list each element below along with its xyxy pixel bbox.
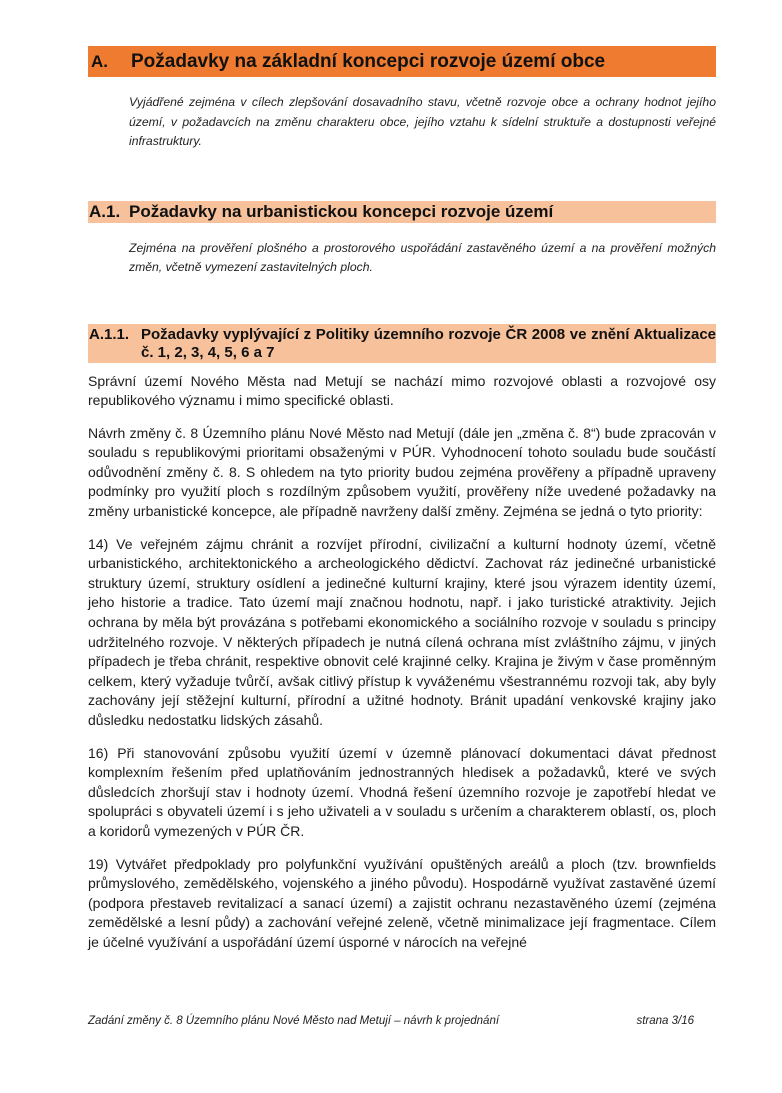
section-a-intro: Vyjádřené zejména v cílech zlepšování dosavadního stavu, včetně rozvoje obce a ochrany hodnot jejího území, v požadavcích na změnu charakteru obce, jejího vztahu k sídelní struktuře a dostupnosti veřejné infrastruktury. bbox=[129, 95, 716, 148]
section-a-heading bbox=[88, 46, 716, 77]
section-a1-intro: Zejména na prověření plošného a prostorového uspořádání zastavěného území a na prověření možných změn, včetně vymezení zastavitelných ploch. bbox=[129, 240, 716, 274]
paragraph-priority-14: 14) Ve veřejném zájmu chránit a rozvíjet přírodní, civilizační a kulturní hodnoty území, včetně urbanistického, architektonického a archeologického dědictví. Zachovat ráz jedinečné urbanistické struktury území, struktury osídlení a jedinečné kulturní krajiny, které jsou výrazem identity území, jeho historie a tradice. Tato území mají značnou hodnotu, např. i jako turistické atraktivity. Jejich ochrana by měla být provázána s potřebami ekonomického a sociálního rozvoje v souladu s principy udržitelného rozvoje. V některých případech je nutná cílená ochrana míst zvláštního zájmu, v jiných případech je třeba chránit, respektive obnovit celé krajinné celky. Krajina je živým v čase proměnným celkem, který vyžaduje tvůrčí, avšak citlivý přístup k vyváženému všestrannému rozvoji tak, aby byly zachovány její stěžejní kulturní, přírodní a užitné hodnoty. Bránit upadání venkovské krajiny jako důsledku nedostatku lidských zásahů. bbox=[88, 535, 716, 728]
section-a1-number: A.1. bbox=[89, 201, 121, 221]
footer-page-number: strana 3/16 bbox=[636, 1015, 694, 1027]
document-page bbox=[88, 46, 716, 953]
paragraph: Správní území Nového Města nad Metují se nachází mimo rozvojové oblasti a rozvojové osy republikového významu i mimo specifické oblasti. bbox=[88, 372, 716, 409]
page-footer bbox=[88, 1015, 716, 1027]
section-a11-heading bbox=[88, 324, 716, 363]
footer-document-title: Zadání změny č. 8 Územního plánu Nové Město nad Metují – návrh k projednání bbox=[88, 1015, 500, 1027]
paragraph: Návrh změny č. 8 Územního plánu Nové Město nad Metují (dále jen „změna č. 8“) bude zpracován v souladu s republikovými prioritami obsaženými v PÚR. Vyhodnocení tohoto souladu bude součástí odůvodnění změny č. 8. S ohledem na tyto priority budou zejména prověřeny a případně upraveny podmínky pro využití ploch s rozdílným způsobem využití, prověřeny níže uvedené požadavky na změny urbanistické koncepce, ale případně navrženy další změny. Zejména se jedná o tyto priority: bbox=[88, 424, 716, 520]
section-a11-title: Požadavky vyplývající z Politiky územního rozvoje ČR 2008 ve znění Aktualizace č. 1, 2, 3, 4, 5, 6 a 7 bbox=[141, 325, 716, 361]
section-a11-number: A.1.1. bbox=[89, 325, 130, 343]
paragraph-priority-16: 16) Při stanovování způsobu využití území v územně plánovací dokumentaci dávat přednost komplexním řešením před uplatňováním jednostranných hledisek a požadavků, které ve svých důsledcích zhoršují stav i hodnoty území. Vhodná řešení územního rozvoje je zapotřebí hledat ve spolupráci s obyvateli území i s jeho uživateli a v souladu s určením a charakterem oblastí, os, ploch a koridorů vymezených v PÚR ČR. bbox=[88, 744, 716, 839]
section-a-number: A. bbox=[91, 51, 108, 71]
section-a1-heading bbox=[88, 201, 716, 223]
section-a-title: Požadavky na základní koncepci rozvoje území obce bbox=[131, 50, 606, 72]
paragraph-priority-19: 19) Vytvářet předpoklady pro polyfunkční využívání opuštěných areálů a ploch (tzv. brownfields průmyslového, zemědělského, vojenského a jiného původu). Hospodárně využívat zastavěné území (podpora přestaveb revitalizací a sanací území) a zajistit ochranu nezastavěného území (zejména zemědělské a lesní půdy) a zachování veřejné zeleně, včetně minimalizace její fragmentace. Cílem je účelné využívání a uspořádání území úsporné v nárocích na veřejné bbox=[88, 855, 716, 950]
section-a1-title: Požadavky na urbanistickou koncepci rozvoje území bbox=[129, 201, 554, 221]
